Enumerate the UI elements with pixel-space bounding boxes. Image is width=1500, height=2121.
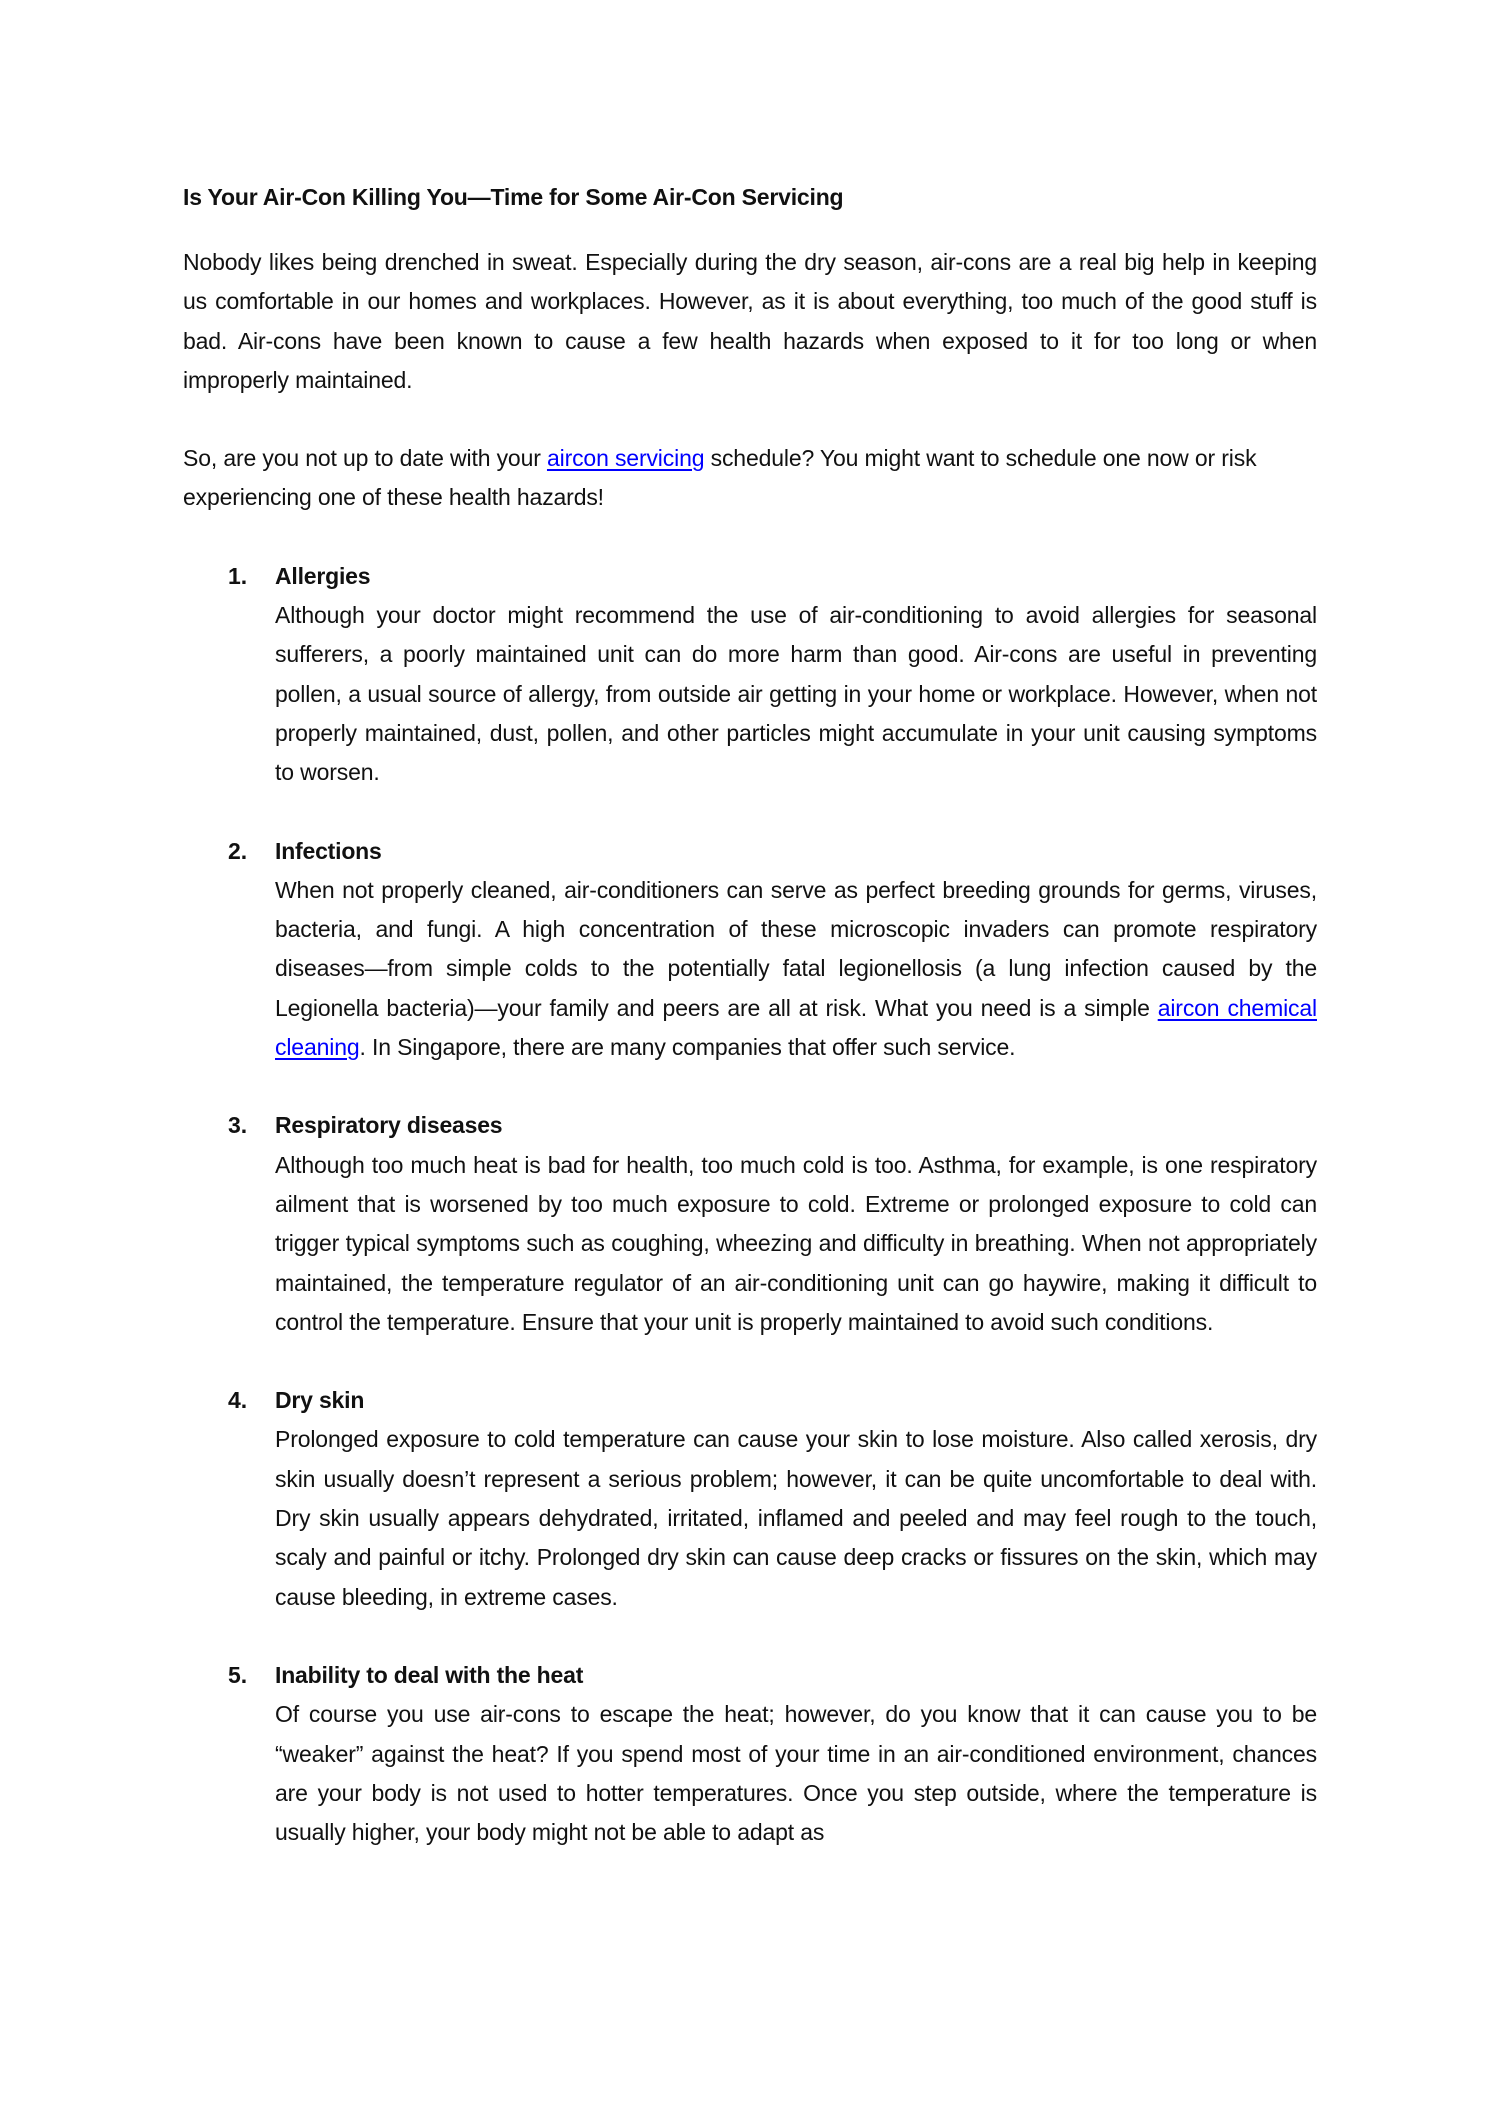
health-hazards-list [183,557,1317,1853]
list-number: 3. [228,1112,248,1139]
list-item-dry-skin [183,1381,1317,1617]
list-number: 1. [228,562,248,589]
list-heading: Inability to deal with the heat [275,1661,584,1688]
cta-text-after: schedule? You might want to schedule one now or risk experiencing one of these health hazards! [183,445,1257,511]
document-page [183,178,1317,1891]
list-number: 4. [228,1387,248,1414]
list-body-after: . In Singapore, there are many companies that offer such service. [359,1034,1016,1061]
cta-paragraph [183,439,1317,518]
list-body [275,871,1317,1067]
list-heading: Allergies [275,562,371,589]
cta-text-before: So, are you not up to date with your [183,445,547,472]
list-body: Prolonged exposure to cold temperature can cause your skin to lose moisture. Also called xerosis, dry skin usually doesn’t represent a serious problem; however, it can be quite uncomfortable to deal with. Dry skin usually appears dehydrated, irritated, inflamed and peeled and may feel rough to the touch, scaly and painful or itchy. Prolonged dry skin can cause deep cracks or fissures on the skin, which may cause bleeding, in extreme cases. [275,1426,1317,1610]
list-body: Although your doctor might recommend the use of air-conditioning to avoid allergies for seasonal sufferers, a poorly maintained unit can do more harm than good. Air-cons are useful in preventing pollen, a usual source of allergy, from outside air getting in your home or workplace. However, when not properly maintained, dust, pollen, and other particles might accumulate in your unit causing symptoms to worsen. [275,602,1317,786]
aircon-servicing-link[interactable]: aircon servicing [546,445,705,472]
list-body: Of course you use air-cons to escape the heat; however, do you know that it can cause you to be “weaker” against the heat? If you spend most of your time in an air-conditioned environment, chances are your body is not used to hotter temperatures. Once you step outside, where the temperature is usually higher, your body might not be able to adapt as [275,1701,1317,1846]
list-heading: Dry skin [275,1387,365,1414]
list-number: 2. [228,837,248,864]
aircon-chemical-cleaning-link[interactable]: aircon chemical cleaning [275,994,1317,1061]
document-title: Is Your Air-Con Killing You—Time for Some Air-Con Servicing [183,184,844,210]
list-item-heat-intolerance [183,1656,1317,1852]
list-number: 5. [228,1661,248,1688]
list-item-allergies [183,557,1317,793]
list-heading: Infections [275,837,382,864]
intro-paragraph: Nobody likes being drenched in sweat. Especially during the dry season, air-cons are a real big help in keeping us comfortable in our homes and workplaces. However, as it is about everything, too much of the good stuff is bad. Air-cons have been known to cause a few health hazards when exposed to it for too long or when improperly maintained. [183,249,1317,393]
list-item-infections [183,832,1317,1068]
list-body: Although too much heat is bad for health, too much cold is too. Asthma, for example, is one respiratory ailment that is worsened by too much exposure to cold. Extreme or prolonged exposure to cold can trigger typical symptoms such as coughing, wheezing and difficulty in breathing. When not appropriately maintained, the temperature regulator of an air-conditioning unit can go haywire, making it difficult to control the temperature. Ensure that your unit is properly maintained to avoid such conditions. [275,1151,1317,1335]
list-heading: Respiratory diseases [275,1112,503,1139]
list-item-respiratory-diseases [183,1106,1317,1342]
list-body-before: When not properly cleaned, air-conditioners can serve as perfect breeding grounds for germs, viruses, bacteria, and fungi. A high concentration of these microscopic invaders can promote respiratory diseases—from simple colds to the potentially fatal legionellosis (a lung infection caused by the Legionella bacteria)—your family and peers are all at risk. What you need is a simple [275,876,1317,1021]
